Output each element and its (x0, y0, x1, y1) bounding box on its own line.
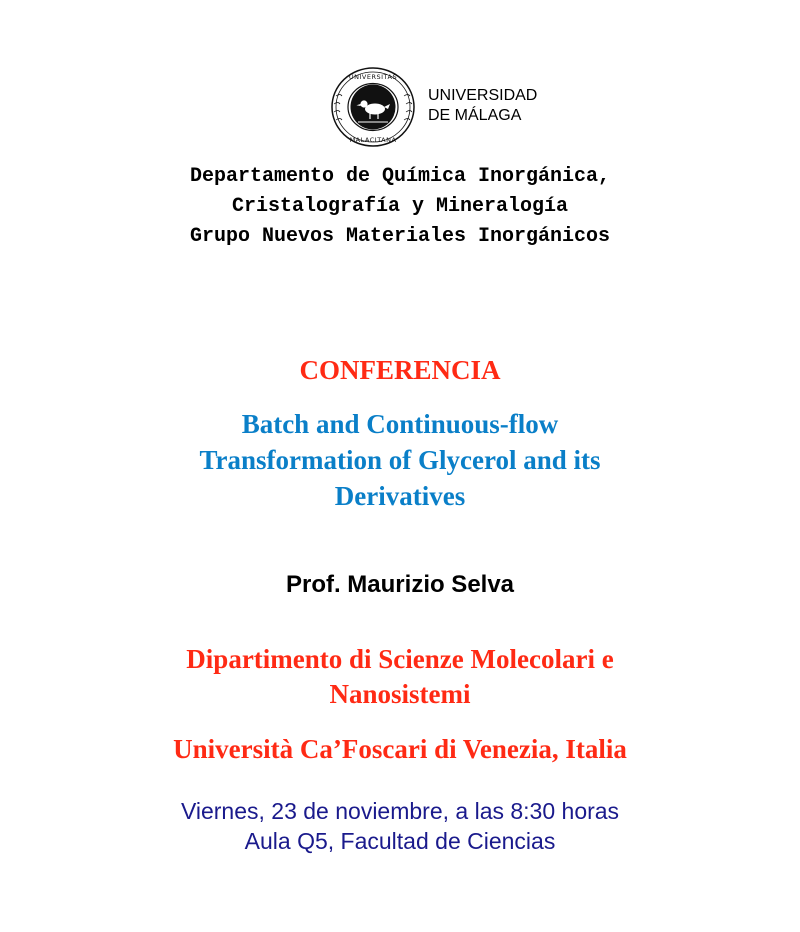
university-name (428, 86, 537, 126)
speaker-affiliation (0, 642, 800, 712)
talk-title-line1: Batch and Continuous-flow (241, 409, 559, 439)
seal-text-bottom: MALACITANA (349, 136, 397, 144)
event-date: Viernes, 23 de noviembre, a las 8:30 horas (180, 798, 620, 824)
department-line2: Cristalografía y Mineralogía (231, 195, 569, 218)
event-location: Aula Q5, Facultad de Ciencias (244, 828, 556, 854)
seal-text-top: UNIVERSITAS (348, 73, 398, 81)
department-line3: Grupo Nuevos Materiales Inorgánicos (189, 225, 611, 248)
department-heading (0, 162, 800, 252)
affiliation-line2: Nanosistemi (329, 679, 471, 709)
university-logo (330, 66, 550, 148)
speaker-name: Prof. Maurizio Selva (285, 571, 515, 598)
university-name-line1: UNIVERSIDAD (428, 87, 538, 104)
event-schedule (0, 796, 800, 856)
speaker-university: Università Ca’Foscari di Venezia, Italia (173, 734, 627, 764)
talk-title-line3: Derivatives (334, 481, 466, 511)
event-type-label: CONFERENCIA (299, 355, 501, 385)
talk-title (0, 406, 800, 514)
department-line1: Departamento de Química Inorgánica, (189, 165, 611, 188)
affiliation-line1: Dipartimento di Scienze Molecolari e (186, 644, 614, 674)
university-name-line2: DE MÁLAGA (428, 107, 522, 124)
talk-title-line2: Transformation of Glycerol and its (199, 445, 601, 475)
university-seal-icon (330, 66, 416, 148)
